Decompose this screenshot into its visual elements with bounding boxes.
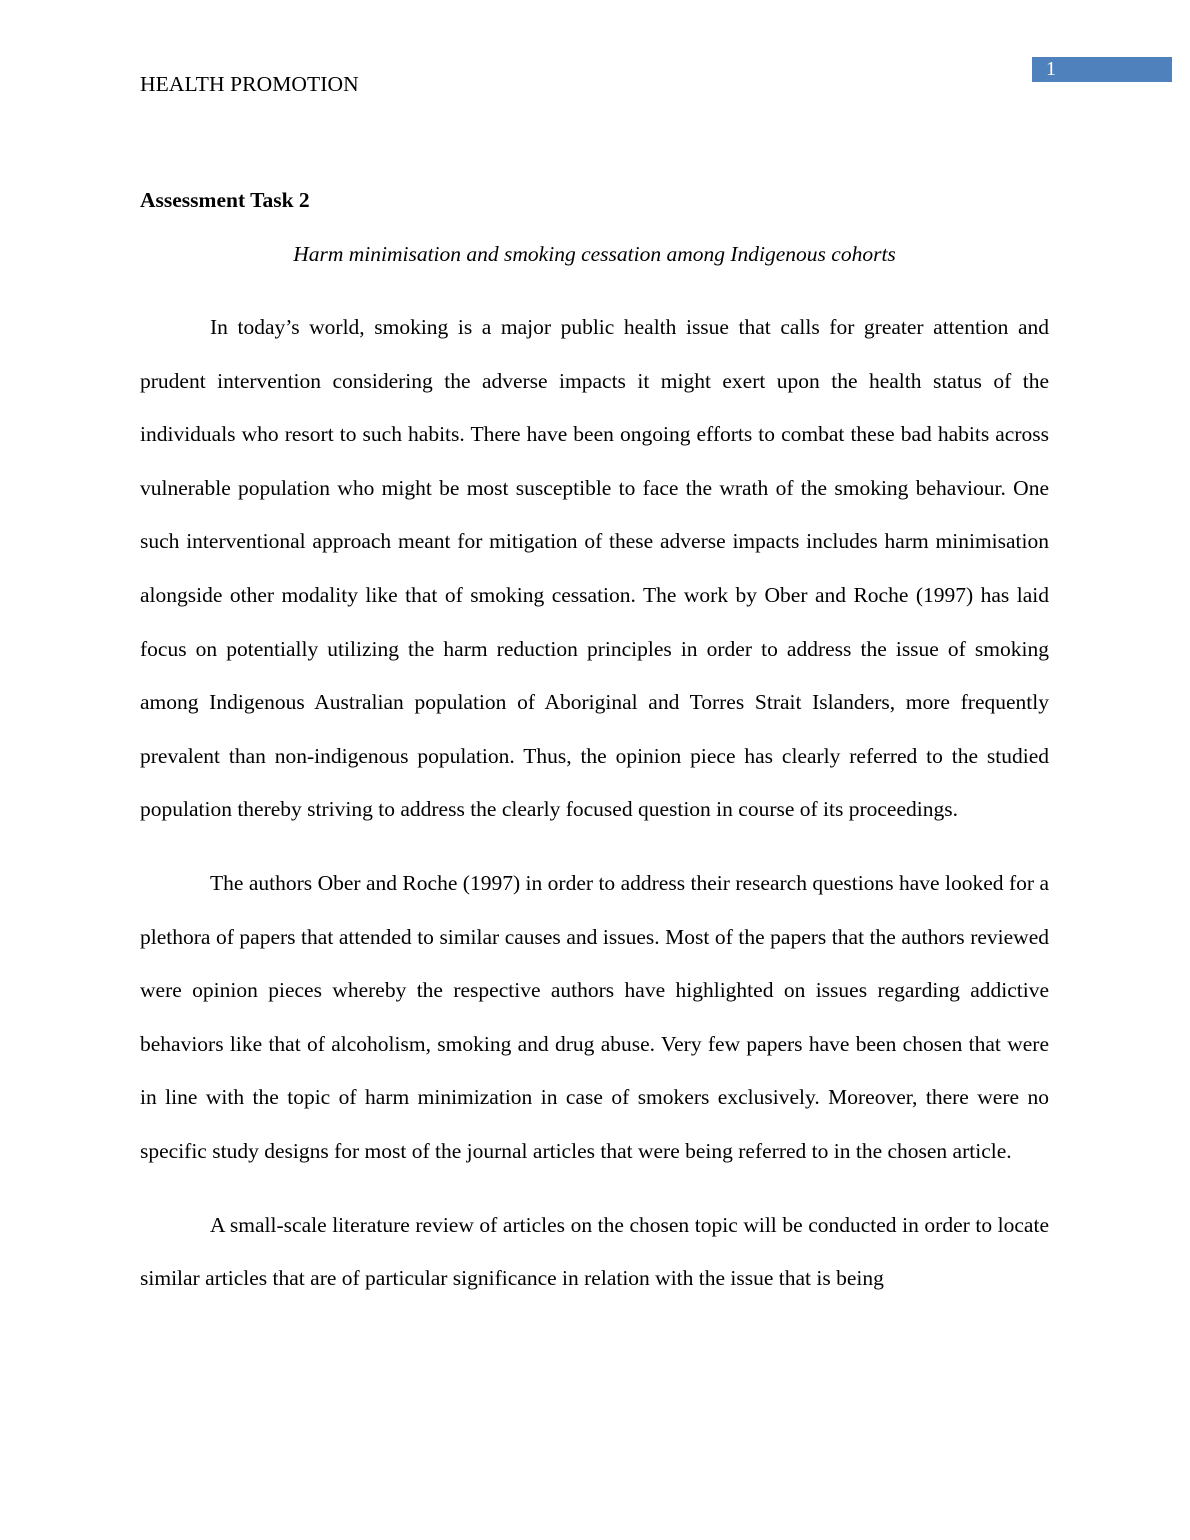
section-heading: Assessment Task 2	[140, 188, 310, 212]
document-title: Harm minimisation and smoking cessation among Indigenous cohorts	[293, 242, 896, 266]
body-text	[140, 301, 1049, 1306]
paragraph-1: In today’s world, smoking is a major public health issue that calls for greater attention and prudent intervention considering the adverse impacts it might exert upon the health status of the individuals who resort to such habits. There have been ongoing efforts to combat these bad habits across vulnerable population who might be most susceptible to face the wrath of the smoking behaviour. One such interventional approach meant for mitigation of these adverse impacts includes harm minimisation alongside other modality like that of smoking cessation. The work by Ober and Roche (1997) has laid focus on potentially utilizing the harm reduction principles in order to address the issue of smoking among Indigenous Australian population of Aboriginal and Torres Strait Islanders, more frequently prevalent than non-indigenous population. Thus, the opinion piece has clearly referred to the studied population thereby striving to address the clearly focused question in course of its proceedings.	[140, 315, 1049, 822]
page-number: 1	[1046, 58, 1056, 80]
running-head: HEALTH PROMOTION	[140, 72, 359, 96]
page-number-box	[1032, 57, 1172, 82]
paragraph-3: A small-scale literature review of articles on the chosen topic will be conducted in order to locate similar articles that are of particular significance in relation with the issue that is being	[140, 1212, 1049, 1291]
paragraph-2: The authors Ober and Roche (1997) in order to address their research questions have looked for a plethora of papers that attended to similar causes and issues. Most of the papers that the authors reviewed were opinion pieces whereby the respective authors have highlighted on issues regarding addictive behaviors like that of alcoholism, smoking and drug abuse. Very few papers have been chosen that were in line with the topic of harm minimization in case of smokers exclusively. Moreover, there were no specific study designs for most of the journal articles that were being referred to in the chosen article.	[140, 870, 1049, 1163]
